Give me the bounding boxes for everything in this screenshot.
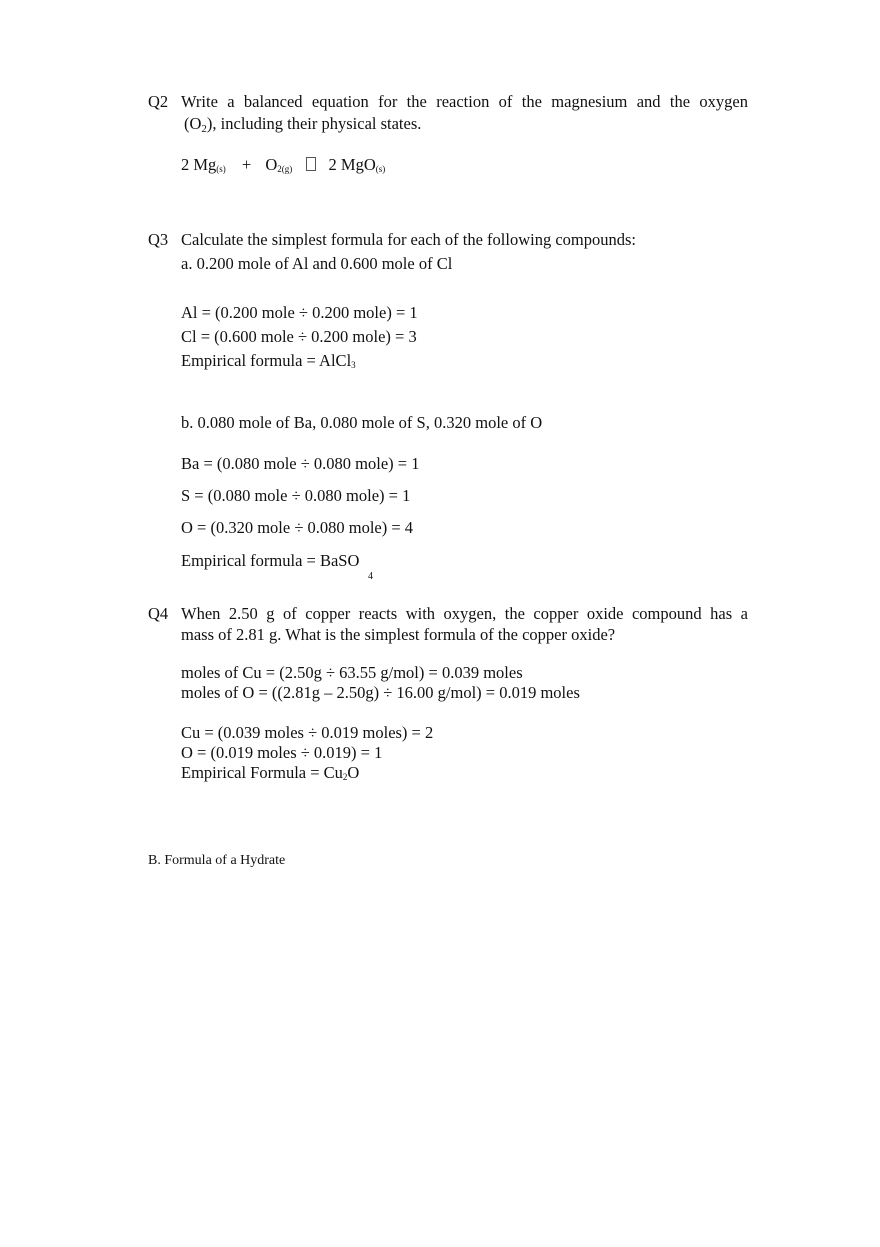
arrow-glyph-icon <box>306 157 316 171</box>
q4-formula-sub: 2 <box>342 772 348 782</box>
q3b-line3: O = (0.320 mole ÷ 0.080 mole) = 4 <box>181 518 414 537</box>
o2-subscript: 2 <box>201 123 207 135</box>
eq-mg-state: (s) <box>216 164 226 174</box>
q2-question-line2 <box>184 114 421 135</box>
q2-equation <box>181 155 385 175</box>
q3b-line2: S = (0.080 mole ÷ 0.080 mole) = 1 <box>181 486 411 505</box>
eq-mgo: 2 MgO <box>328 155 376 174</box>
q3a-formula-label: Empirical formula = AlCl <box>181 351 352 370</box>
q2-number: Q2 <box>148 92 169 111</box>
q3b-formula-label: Empirical formula = BaSO <box>181 551 360 570</box>
q4-ratio1: Cu = (0.039 moles ÷ 0.019 moles) = 2 <box>181 723 434 742</box>
q4-formula-label: Empirical Formula = Cu <box>181 763 343 782</box>
q2-line2-rest: including their physical states. <box>220 114 422 133</box>
q3a-formula-sub: 3 <box>351 360 356 370</box>
q3b-line1: Ba = (0.080 mole ÷ 0.080 mole) = 1 <box>181 454 420 473</box>
q3-number: Q3 <box>148 230 169 249</box>
q4-number: Q4 <box>148 604 169 623</box>
q4-question-line1: When 2.50 g of copper reacts with oxygen, the copper oxide compound has a <box>181 604 748 623</box>
q3a-line1: Al = (0.200 mole ÷ 0.200 mole) = 1 <box>181 303 418 322</box>
q4-formula <box>181 763 359 783</box>
q2-question-line1: Write a balanced equation for the reaction of the magnesium and the oxygen <box>181 92 748 111</box>
q3b-question: b. 0.080 mole of Ba, 0.080 mole of S, 0.320 mole of O <box>181 413 543 432</box>
q3a-formula <box>181 351 356 371</box>
q4-formula-tail: O <box>347 763 360 782</box>
eq-mgo-state: (s) <box>375 164 386 174</box>
eq-o2: O <box>265 155 278 174</box>
section-b-heading: B. Formula of a Hydrate <box>148 853 286 868</box>
q3a-line2: Cl = (0.600 mole ÷ 0.200 mole) = 3 <box>181 327 417 346</box>
o2-open: (O <box>184 114 202 133</box>
q4-ratio2: O = (0.019 moles ÷ 0.019) = 1 <box>181 743 383 762</box>
eq-mg: 2 Mg <box>181 155 217 174</box>
q4-calc1: moles of Cu = (2.50g ÷ 63.55 g/mol) = 0.039 moles <box>181 663 523 682</box>
q3b-formula-sub: 4 <box>368 571 373 582</box>
eq-plus: + <box>241 155 252 174</box>
o2-close: ), <box>206 114 217 133</box>
q3a-question: a. 0.200 mole of Al and 0.600 mole of Cl <box>181 254 453 273</box>
q3-prompt: Calculate the simplest formula for each of the following compounds: <box>181 230 637 249</box>
q4-calc2: moles of O = ((2.81g – 2.50g) ÷ 16.00 g/mol) = 0.019 moles <box>181 683 580 702</box>
eq-o2-state: 2(g) <box>277 164 293 174</box>
q4-question-line2: mass of 2.81 g. What is the simplest formula of the copper oxide? <box>181 625 616 644</box>
